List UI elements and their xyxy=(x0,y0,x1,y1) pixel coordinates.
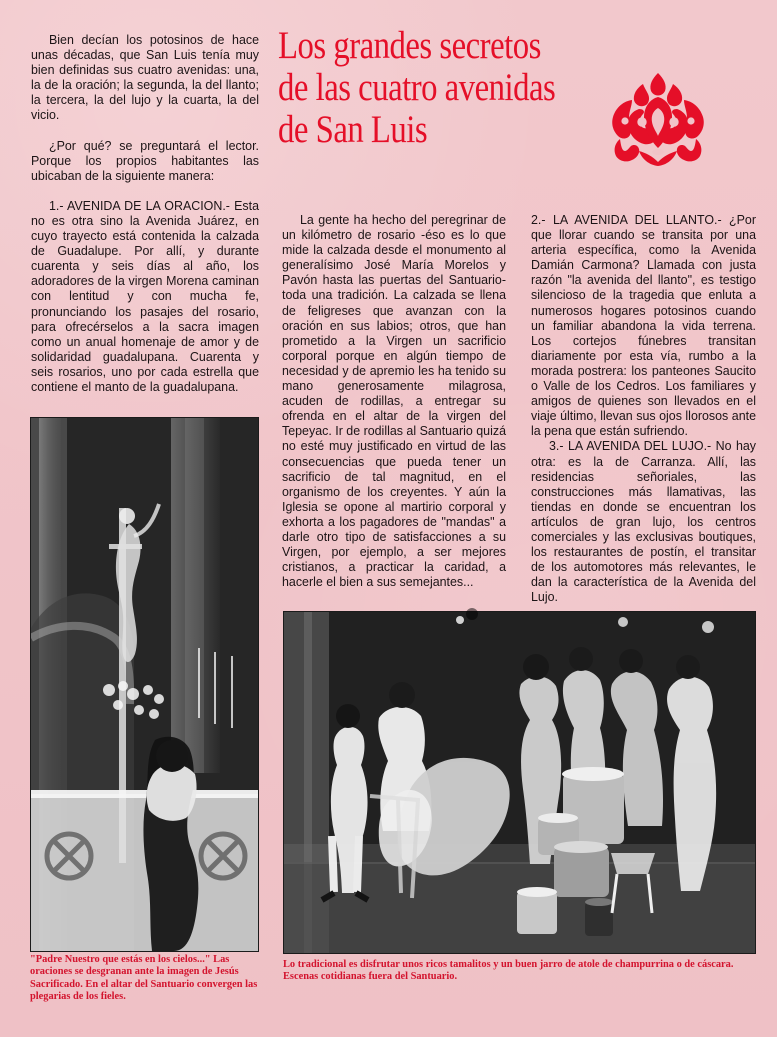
headline-line-1: Los grandes secretos xyxy=(278,24,541,67)
left-paragraph-2: ¿Por qué? se preguntará el lector. Porque los propios habitantes las ubicaban de la siguiente manera: xyxy=(31,138,259,183)
right-photo-caption: Lo tradicional es disfrutar unos ricos tamalitos y un buen jarro de atole de champurrina o de cáscara. Escenas cotidianas fuera del Santuario. xyxy=(283,959,734,983)
left-photo-caption: "Padre Nuestro que estás en los cielos..." Las oraciones se desgranan ante la imagen de Jesús Sacrificado. En el altar del Santuario convergen las plegarias de los fieles. xyxy=(30,954,258,1003)
altar-photo xyxy=(30,417,259,952)
altar-photo-illustration xyxy=(31,418,258,951)
middle-paragraph-1: La gente ha hecho del peregrinar de un kilómetro de rosario -éso es lo que mide la calzada desde el monumento al generalísimo José María Morelos y Pavón hasta las puertas del Santuario- toda una tradición. La calzada se llena de feligreses que avanzan con la oración en sus labios; otros, que han prometido a la Virgen un sacrificio corporal porque en algún tiempo de necesidad y de apremio les ha tenido su mano generosamente milagrosa, acuden de rodillas, a entregar su ofrenda en el altar de la virgen del Tepeyac. Ir de rodillas al Santuario quizá no esté muy justificado en virtud de las consecuencias que pueda tener un sacrificio de tal magnitud, en el organismo de los creyentes. Y aún la Iglesia se opone al martirio corporal y exhorta a los pagadores de "mandas" a darle otro tipo de satisfacciones a su Virgen, por ejemplo, a ser mejores cristianos, a practicar la caridad, a hacerle el bien a sus semejantes... xyxy=(282,213,507,590)
left-column xyxy=(31,33,259,395)
headline-line-2: de las cuatro avenidas xyxy=(278,66,556,109)
left-paragraph-1: Bien decían los potosinos de hace unas décadas, que San Luis tenía muy bien definidas sus cuatro avenidas: una, la de la oración; la segunda, la del llanto; la tercera, la del lujo y la cuarta, la del vicio. xyxy=(31,33,259,123)
left-paragraph-3: 1.- AVENIDA DE LA ORACION.- Esta no es otra sino la Avenida Juárez, en cuyo trayecto está contenida la calzada de Guadalupe. Por allí, y durante cuarenta y seis días al año, los adoradores de la virgen Morena caminan con lentitud y con mucha fe, pronunciando los pasajes del rosario, para ofrecérselos a la sacra imagen como un anual homenaje de amor y de solidaridad guadalupana. Cuarenta y seis rosarios, uno por cada estrella que contiene el manto de la guadalupana. xyxy=(31,198,259,394)
article-headline xyxy=(278,24,556,151)
street-food-photo-illustration xyxy=(284,612,755,953)
left-gap-1 xyxy=(31,124,259,139)
dark-mark xyxy=(466,608,478,620)
middle-column xyxy=(282,213,506,590)
street-food-photo xyxy=(283,611,756,954)
right-column xyxy=(531,213,756,605)
decorative-ornament-icon xyxy=(604,69,712,167)
left-gap-2 xyxy=(31,184,259,199)
headline-line-3: de San Luis xyxy=(278,108,428,151)
right-paragraph-2: 3.- LA AVENIDA DEL LUJO.- No hay otra: es la de Carranza. Allí, las residencias señoriales, las construcciones más llamativas, las tiendas en donde se encuentran los artículos de gran lujo, los centros comerciales y las exclusivas boutiques, los restaurantes de postín, el transitar de los automotores más relevantes, le dan la característica de la Avenida del Lujo. xyxy=(531,439,756,605)
right-paragraph-1: 2.- LA AVENIDA DEL LLANTO.- ¿Por que llorar cuando se transita por una arteria específica, como la Avenida Damián Carmona? Llamada con justa razón "la avenida del llanto", es testigo silencioso de la tragedia que enluta a numerosos hogares potosinos cuando un familiar abandona la vida terrena. Los cortejos fúnebres transitan diariamente por esta vía, rumbo a la morada postrera: los panteones Saucito o Valle de los Cedros. Los familiares y amigos de quienes son llevados en el viaje último, llevan sus ojos llorosos ante la pena que están sufriendo. xyxy=(531,213,756,439)
